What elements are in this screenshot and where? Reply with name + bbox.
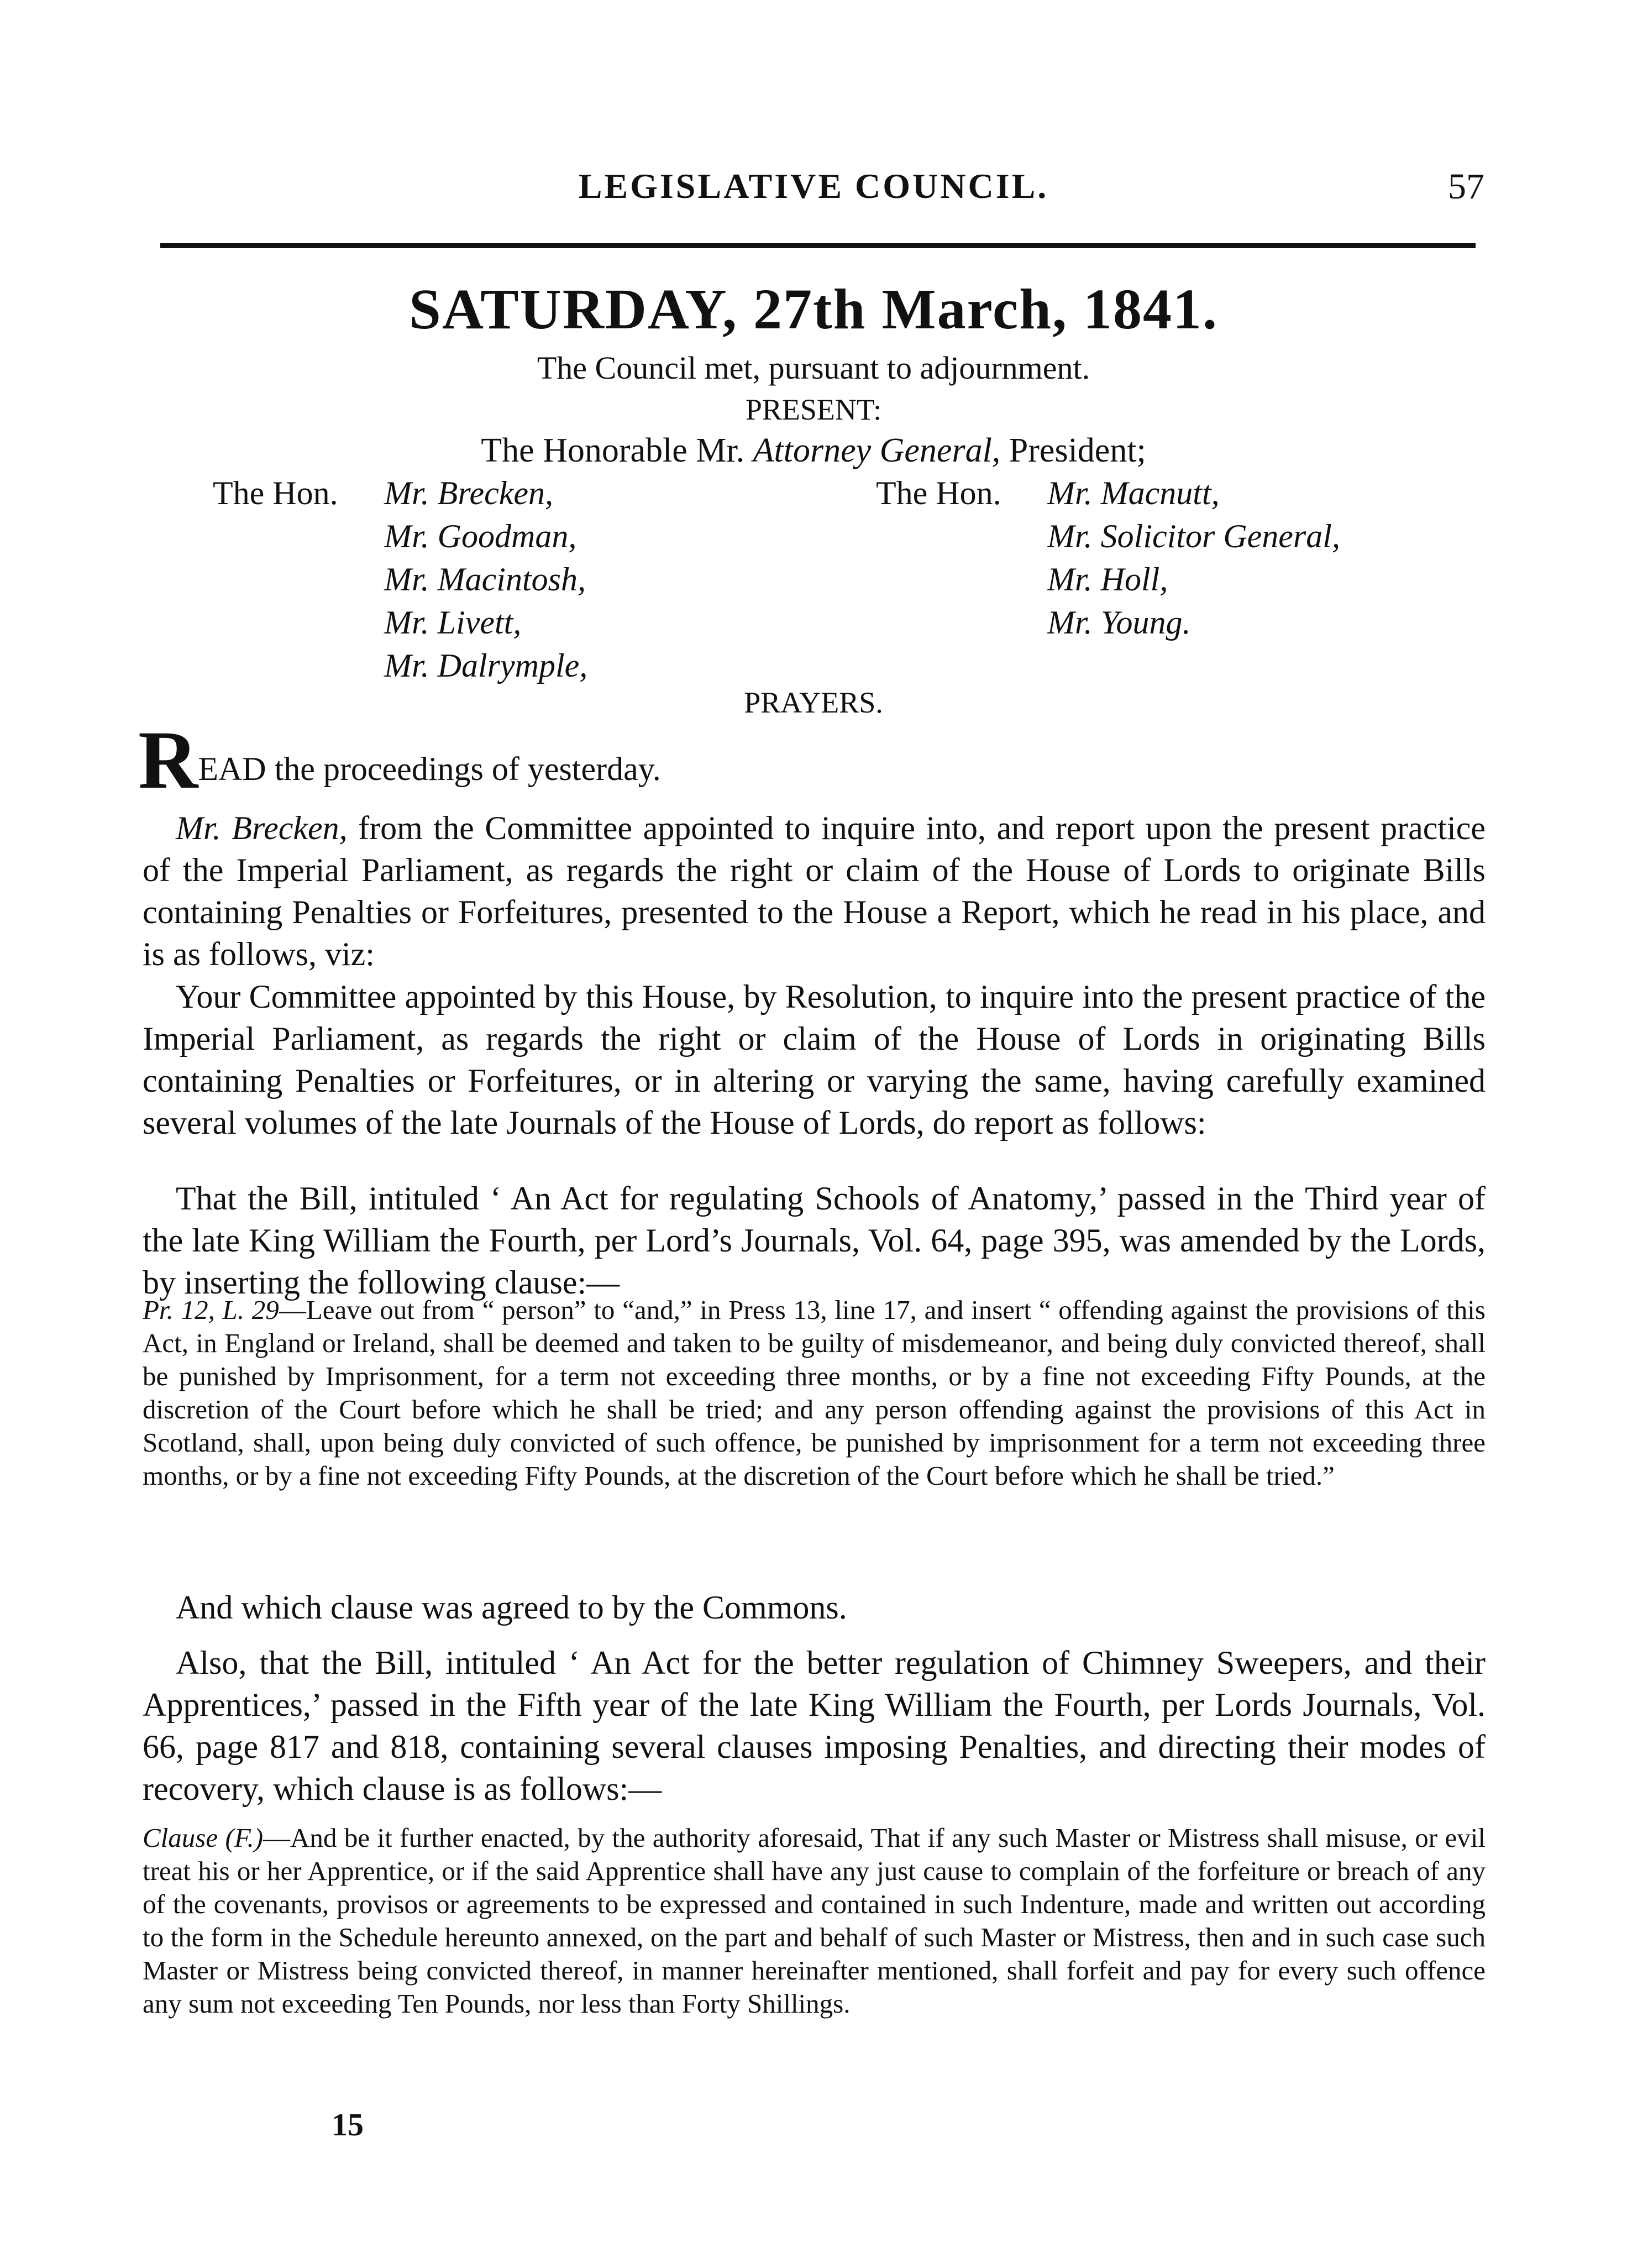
clause-reference: Pr. 12, L. 29 (143, 1295, 279, 1325)
drop-cap: R (138, 714, 198, 806)
header-rule (160, 243, 1476, 248)
member-left-5: Mr. Dalrymple, (384, 647, 588, 684)
date-heading: SATURDAY, 27th March, 1841. (409, 277, 1218, 341)
president-suffix: President; (1009, 432, 1146, 469)
quoted-clause-chimney: Clause (F.)—And be it further enacted, by the authority aforesaid, That if any such Master or Mistress shall misuse, or evil treat his or her Apprentice, or if the said Apprentice shall have any just cause to complain of the forfeiture or breach of any of the covenants, provisos or agreements to be expressed and contained in such Indenture, made and written out according to the form in the Schedule hereunto annexed, on the part and behalf of such Master or Mistress, then and in such case such Master or Mistress being convicted thereof, in manner hereinafter mentioned, shall forfeit and pay for every such offence any sum not exceeding Ten Pounds, nor less than Forty Shillings. (143, 1822, 1486, 2019)
paragraph-committee: Your Committee appointed by this House, by Resolution, to inquire into the present practice of the Imperial Parliament, as regards the right or claim of the House of Lords in originating Bills containing Penalties or Forfeitures, or in altering or varying the same, having carefully examined several volumes of the late Journals of the House of Lords, do report as follows: (143, 978, 1486, 1141)
member-left-3: Mr. Macintosh, (384, 561, 586, 598)
met-line: The Council met, pursuant to adjournment. (537, 350, 1090, 386)
president-prefix: The Honorable Mr. (481, 432, 745, 469)
member-left-2: Mr. Goodman, (384, 518, 577, 554)
running-title: LEGISLATIVE COUNCIL. (578, 166, 1049, 206)
member-right-4: Mr. Young. (1047, 604, 1191, 641)
left-prefix: The Hon. (213, 475, 338, 511)
quoted-clause-anatomy: Pr. 12, L. 29—Leave out from “ person” to “and,” in Press 13, line 17, and insert “ offending against the provisions of this Act, in England or Ireland, shall be deemed and taken to be guilty of misdemeanor, and being duly convicted thereof, shall be punished by Imprisonment, for a term not exceeding three months, or by a fine not exceeding Fifty Pounds, at the discretion of the Court before which he shall be tried; and any person offending against the provisions of this Act in Scotland, shall, upon being duly convicted of such offence, be punished by imprisonment for a term not exceeding three months, or by a fine not exceeding Fifty Pounds, at the discretion of the Court before which he shall be tried.” (143, 1295, 1486, 1491)
speaker-name: Mr. Brecken, (176, 810, 348, 846)
paragraph-report-intro: Mr. Brecken, from the Committee appointed to inquire into, and report upon the present practice of the Imperial Parliament, as regards the right or claim of the House of Lords to originate Bills containing Penalties or Forfeitures, presented to the House a Report, which he read in his place, and is as follows, viz: (143, 810, 1486, 972)
right-prefix: The Hon. (876, 475, 1001, 511)
page-number: 57 (1448, 166, 1484, 207)
paragraph-commons-agreed: And which clause was agreed to by the Commons. (176, 1589, 847, 1626)
read-line (138, 714, 661, 806)
signature-mark: 15 (332, 2107, 364, 2143)
paragraph-anatomy-bill: That the Bill, intituled ‘ An Act for regulating Schools of Anatomy,’ passed in the Third year of the late King William the Fourth, per Lord’s Journals, Vol. 64, page 395, was amended by the Lords, by inserting the following clause:— (143, 1180, 1486, 1301)
member-left-4: Mr. Livett, (384, 604, 522, 641)
present-label: PRESENT: (745, 393, 882, 426)
president-name: Attorney General, (753, 432, 1001, 469)
president-line (0, 431, 1627, 470)
member-right-1: Mr. Macnutt, (1047, 475, 1220, 511)
clause-reference: Clause (F.) (143, 1822, 264, 1853)
member-right-3: Mr. Holl, (1047, 561, 1168, 598)
member-left-1: Mr. Brecken, (384, 475, 553, 511)
paragraph-chimney-bill: Also, that the Bill, intituled ‘ An Act for the better regulation of Chimney Sweepers, and their Apprentices,’ passed in the Fifth year of the late King William the Fourth, per Lords Journals, Vol. 66, page 817 and 818, containing several clauses imposing Penalties, and directing their modes of recovery, which clause is as follows:— (143, 1644, 1486, 1807)
prayers-label: PRAYERS. (744, 686, 883, 719)
member-right-2: Mr. Solicitor General, (1047, 518, 1340, 554)
read-line-text: EAD the proceedings of yesterday. (198, 751, 661, 787)
